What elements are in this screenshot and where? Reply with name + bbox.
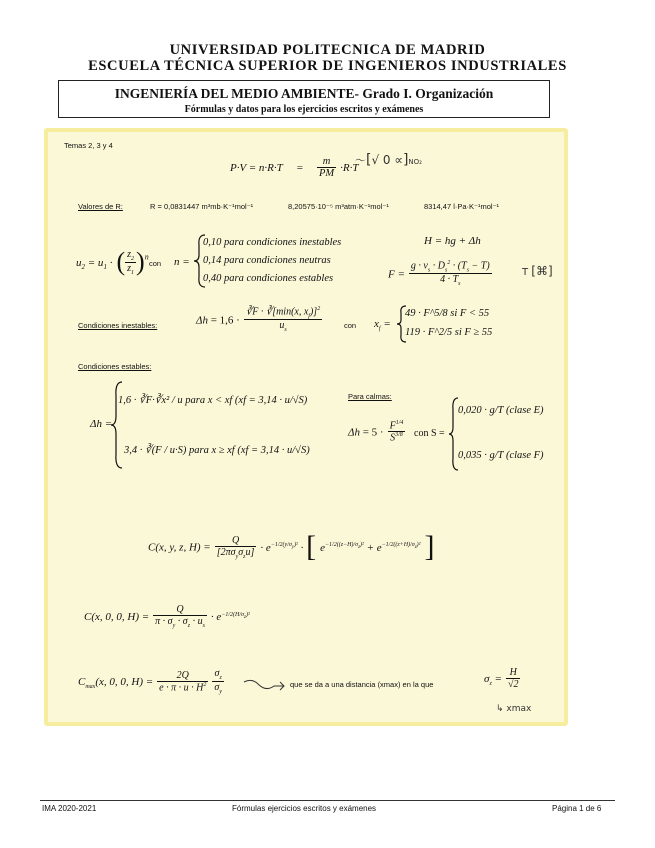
n-case-unstable: 0,10 para condiciones inestables xyxy=(203,237,342,248)
footer-left: IMA 2020-2021 xyxy=(42,804,97,813)
r-value-2: 8,20575·10⁻⁵ m³atm·K⁻¹mol⁻¹ xyxy=(288,202,389,211)
xf-case-2: 119 · F^2/5 si F ≥ 55 xyxy=(405,327,493,338)
course-subtitle: Fórmulas y datos para los ejercicios escritos y exámenes xyxy=(184,104,424,115)
h-formula: H = hg + Δh xyxy=(424,235,481,247)
topic-label: Temas 2, 3 y 4 xyxy=(64,141,113,150)
n-symbol: n = xyxy=(174,256,190,268)
stable-case-1: 1,6 · ∛F·∛x² / u para x < xf (xf = 3,14 · u/√S) xyxy=(118,395,308,406)
handwritten-xmax-note: ↳ xmax xyxy=(496,704,532,714)
handwritten-annotation: 〜[√ 0 ∝]NO₂ xyxy=(355,152,422,168)
handwritten-arrow xyxy=(242,676,288,694)
cmax-distance-text: que se da a una distancia (xmax) en la que xyxy=(290,680,434,689)
xf-symbol: $x_f$ = xyxy=(374,318,391,333)
s-case-e: 0,020 · g/T (clase E) xyxy=(458,405,544,416)
university-name: UNIVERSIDAD POLITECNICA DE MADRID xyxy=(169,42,486,58)
con-label-1: con xyxy=(149,259,162,268)
ground-level-formula: C(x, 0, 0, H) = $\frac{Q}{\pi \cdot \sigma_y \cdot \sigma_z \cdot u_s}$ · $e^{-1/2(H/\sigma_z)^2}$ xyxy=(84,604,250,629)
stable-conditions-label: Condiciones estables: xyxy=(78,362,152,371)
plume-rise-unstable-formula: Δh = 1,6 · $\frac{∛F \cdot ∛[\min(x, x_f)]^2}{u_s}$ xyxy=(196,306,321,334)
r-values-label: Valores de R: xyxy=(78,202,123,211)
gaussian-formula: C(x, y, z, H) = $\frac{Q}{[2\pi\sigma_y\sigma_zu]}$ · $e^{-1/2(y/\sigma_y)^2}$ · [ $e^{-1/2((z-H)/\sigma_z)^2} + e^{-1/2((z+H)/\sigma_z)^2}$ ] xyxy=(148,530,435,563)
calm-formula: Δh = 5 · $\frac{F^{1/4}}{S^{3/8}}$ xyxy=(348,420,404,444)
r-value-1: R = 0,0831447 m³mb·K⁻¹mol⁻¹ xyxy=(150,202,254,211)
title-box xyxy=(58,80,550,118)
buoyancy-flux-formula: F = $\frac{g \cdot v_s \cdot D_s^2 \cdot (T_s - T)}{4 \cdot T_s}$ xyxy=(388,260,490,288)
con-label-2: con xyxy=(344,321,357,330)
delta-h-symbol: Δh = xyxy=(90,418,113,430)
wind-profile-formula: $u_2 = u_1$ · ( $\frac{z_2}{z_1}$ )$^n$ xyxy=(76,247,149,276)
n-case-stable: 0,40 para condiciones estables xyxy=(203,273,334,284)
school-name: ESCUELA TÉCNICA SUPERIOR DE INGENIEROS INDUSTRIALES xyxy=(88,58,567,74)
unstable-conditions-label: Condiciones inestables: xyxy=(78,321,158,330)
handwritten-t-note: T [⌘] xyxy=(522,264,553,278)
n-case-neutral: 0,14 para condiciones neutras xyxy=(203,255,331,266)
stable-case-2: 3,4 · ∛(F / u·S) para x ≥ xf (xf = 3,14 · u/√S) xyxy=(124,445,310,456)
calm-label: Para calmas: xyxy=(348,392,392,401)
document-header xyxy=(0,42,655,74)
con-s-label: con S = xyxy=(414,428,445,439)
footer-page-number: Página 1 de 6 xyxy=(552,804,602,813)
s-case-f: 0,035 · g/T (clase F) xyxy=(458,450,544,461)
footer-center: Fórmulas ejercicios escritos y exámenes xyxy=(232,804,377,813)
cmax-formula: $C_{max}(x$, 0, 0, H) = $\frac{2Q}{e \cdot \pi \cdot u \cdot H^2}$ $\frac{\sigma_z}{\sigma_y}$ xyxy=(78,668,222,695)
r-value-3: 8314,47 l·Pa·K⁻¹mol⁻¹ xyxy=(424,202,500,211)
sigma-z-condition: $\sigma_z$ = $\frac{H}{√2}$ xyxy=(484,667,519,690)
ideal-gas-formula: P·V = n·R·T = $\frac{m}{PM}$ ·R·T xyxy=(230,156,359,179)
course-title: INGENIERÍA DEL MEDIO AMBIENTE- Grado I. Organización xyxy=(114,86,494,101)
footer-divider xyxy=(40,800,615,801)
xf-case-1: 49 · F^5/8 si F < 55 xyxy=(405,308,490,319)
